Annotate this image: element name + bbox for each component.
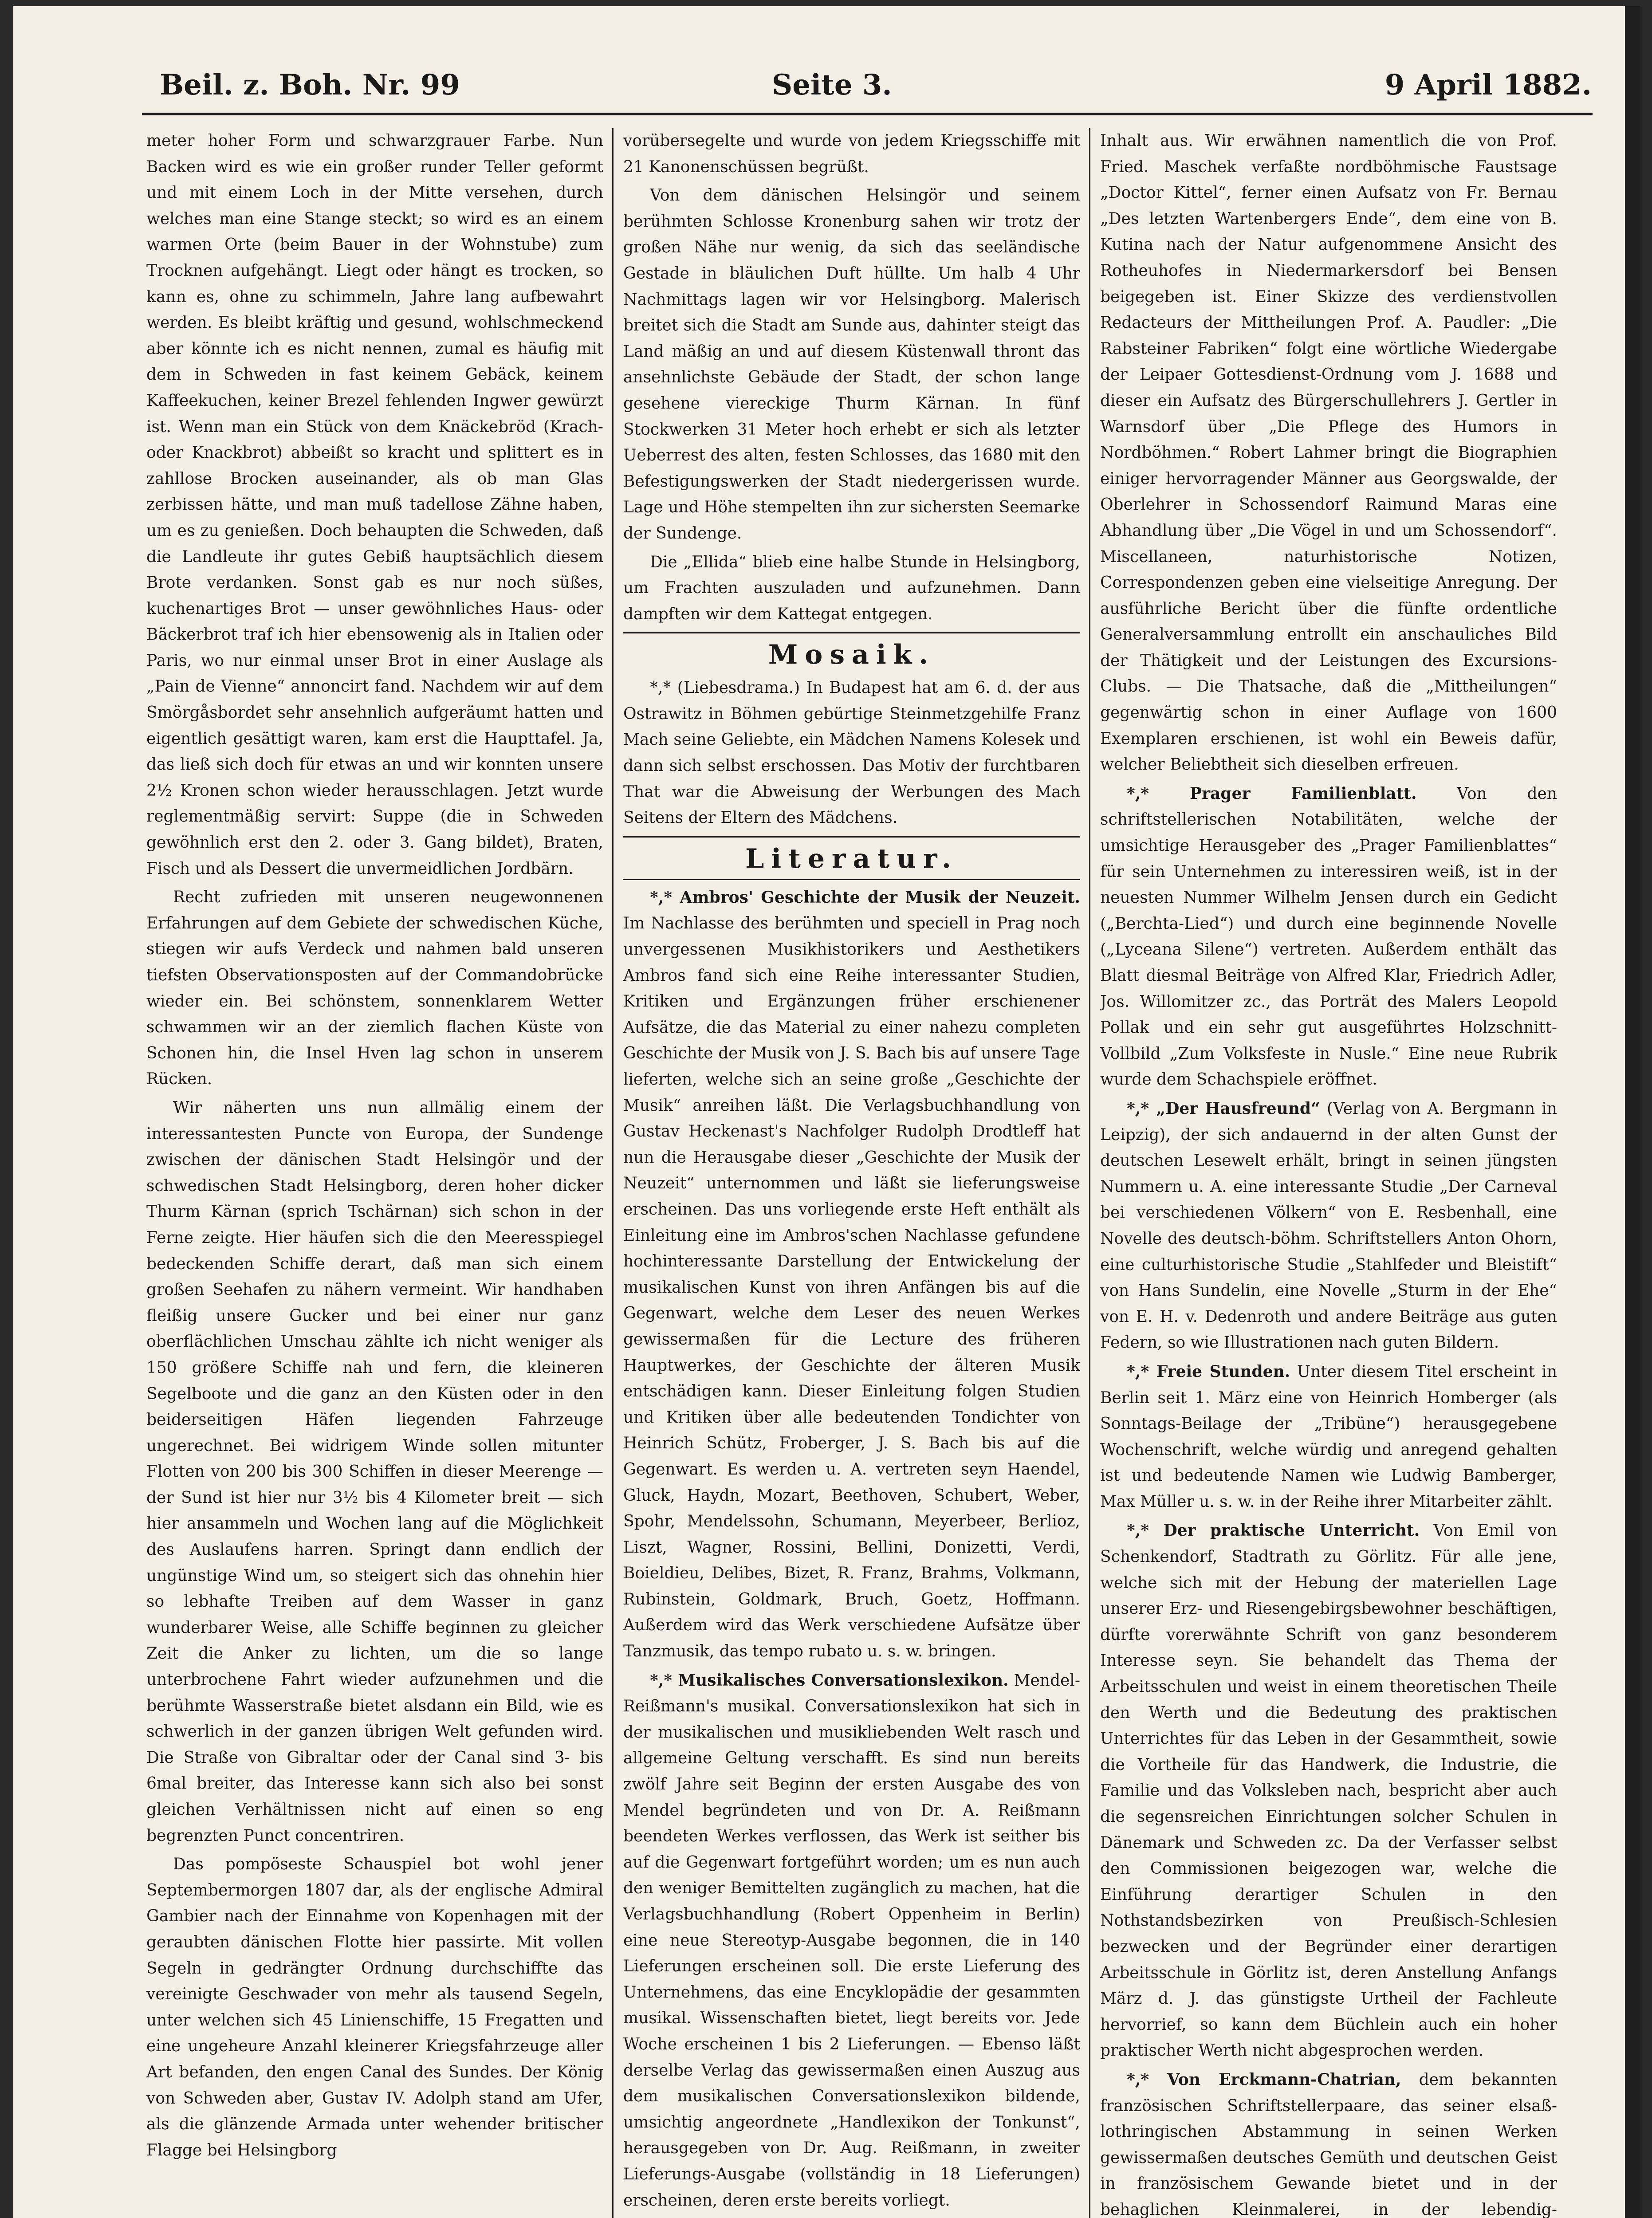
literature-item [1100,1096,1557,1356]
newspaper-page [13,6,1640,2218]
item-head: *,* Prager Familienblatt. [1127,784,1417,803]
item-text: dem bekannten französischen Schriftstellerpaare, das seiner elsaß-lothringischen Abstammung in seinen Werken gewissermaßen deutsches Gemüth und deutschen Geist in französischem Gewande bietet und in der behaglichen Kleinmalerei, in der lebendig- [1100,2070,1557,2218]
paragraph: meter hoher Form und schwarzgrauer Farbe. Nun Backen wird es wie ein großer runder Teller geformt und mit einem Loch in der Mitte versehen, durch welches man eine Stange steckt; so wird es an einem warmen Orte (beim Bauer in der Wohnstube) zum Trocknen aufgehängt. Liegt oder hängt es trocken, so kann es, ohne zu schimmeln, Jahre lang aufbewahrt werden. Es bleibt kräftig und gesund, wohlschmeckend aber könnte ich es nicht nennen, zumal es häufig mit dem in Schweden in fast keinem Gebäck, keinem Kaffeekuchen, keiner Brezel fehlenden Ingwer gewürzt ist. Wenn man ein Stück von dem Knäckebröd (Krach- oder Knackbrot) abbeißt so kracht und splittert es in zahllose Brocken auseinander, als ob man Glas zerbissen hätte, und man muß tadellose Zähne haben, um es zu genießen. Doch behaupten die Schweden, daß die Landleute ihr gutes Gebiß hauptsächlich diesem Brote verdanken. Sonst gab es nur noch süßes, kuchenartiges Brot — unser gewöhnliches Haus- oder Bäckerbrot traf ich hier ebensowenig als in Italien oder Paris, wo nur einmal unser Brot in einer Auslage als „Pain de Vienne“ annoncirt fand. Nachdem wir auf dem Smörgåsbordet sehr ansehnlich aufgeräumt hatten und eigentlich gesättigt waren, kam erst die Haupttafel. Ja, das ließ sich doch für etwas an und wir konnten unsere 2½ Kronen schon wieder herausschlagen. Jetzt wurde reglementmäßig servirt: Suppe (die in Schweden gewöhnlich erst den 2. oder 3. Gang bildet), Braten, Fisch und als Dessert die unvermeidlichen Jordbärn. [146,132,603,878]
item-head: *,* „Der Hausfreund“ [1127,1099,1320,1118]
page-header [13,6,1640,110]
item-text: Von Emil von Schenkendorf, Stadtrath zu Görlitz. Für alle jene, welche sich mit der Hebung der materiellen Lage unserer Erz- und Riesengebirgsbewohner beschäftigen, dürfte vorerwähnte Schrift von ganz besonderem Interesse seyn. Sie behandelt das Thema der Arbeitsschulen und weist in einem theoretischen Theile den Werth und die Bedeutung des praktischen Unterrichtes für das Leben in der Gesammtheit, sowie die Vortheile für das Handwerk, die Industrie, die Familie und das Volksleben nach, bespricht aber auch die segensreichen Einrichtungen solcher Schulen in Dänemark und Schweden zc. Da der Verfasser selbst den Commissionen beigezogen war, welche die Einführung derartiger Schulen in den Nothstandsbezirken von Preußisch-Schlesien bezwecken und der Begründer einer derartigen Arbeitsschule in Görlitz ist, deren Anstellung Anfangs März d. J. das günstigste Urtheil der Fachleute hervorrief, so kann dem Büchlein auch ein hoher praktischer Werth nicht abgesprochen werden. [1100,1522,1557,2060]
item-text: Mendel-Reißmann's musikal. Conversationslexikon hat sich in der musikalischen und musikliebenden Welt rasch und allgemeine Geltung verschafft. Es sind nun bereits zwölf Jahre seit Beginn der ersten Ausgabe des von Mendel begründeten und von Dr. A. Reißmann beendeten Werkes verflossen, das Werk ist seither bis auf die Gegenwart fortgeführt worden; um es nun auch den weniger Bemittelten zugänglich zu machen, hat die Verlagsbuchhandlung (Robert Oppenheim in Berlin) eine neue Stereotyp-Ausgabe begonnen, die in 140 Lieferungen erscheinen soll. Die erste Lieferung des Unternehmens, das eine Encyklopädie der gesammten musikal. Wissenschaften bietet, liegt bereits vor. Jede Woche erscheinen 1 bis 2 Lieferungen. — Ebenso läßt derselbe Verlag das gewissermaßen einen Auszug aus dem musikalischen Conversationslexikon bildende, umsichtig angeordnete „Handlexikon der Tonkunst“, herausgegeben von Dr. Aug. Reißmann, in zweiter Lieferungs-Ausgabe (vollständig in 18 Lieferungen) erscheinen, deren erste bereits vorliegt. [623,1671,1080,2210]
issue-label: Beil. z. Boh. Nr. 99 [160,68,460,102]
paragraph: vorübersegelte und wurde von jedem Kriegsschiffe mit 21 Kanonenschüssen begrüßt. [623,132,1080,176]
literature-item [623,885,1080,1665]
paragraph: Wir näherten uns nun allmälig einem der interessantesten Puncte von Europa, der Sundenge zwischen der dänischen Stadt Helsingör und der schwedischen Stadt Helsingborg, deren hoher dicker Thurm Kärnan (sprich Tschärnan) sich schon in der Ferne zeigte. Hier häufen sich die den Meeresspiegel bedeckenden Schiffe derart, daß man sich einem großen Seehafen zu nähern vermeint. Wir handhaben fleißig unsere Gucker und bei einer nur ganz oberflächlichen Umschau zählte ich nicht weniger als 150 größere Schiffe nah und fern, die kleineren Segelboote und die ganz an den Küsten oder in den beiderseitigen Häfen liegenden Fahrzeuge ungerechnet. Bei widrigem Winde sollen mitunter Flotten von 200 bis 300 Schiffen in dieser Meerenge — der Sund ist hier nur 3½ bis 4 Kilometer breit — sich hier ansammeln und Wochen lang auf die Möglichkeit des Auslaufens harren. Springt dann endlich der ungünstige Wind um, so steigert sich das ohnehin hier so lebhafte Treiben auf dem Wasser in ganz wunderbarer Weise, alle Schiffe beginnen zu gleicher Zeit die Anker zu lichten, um die so lange unterbrochene Fahrt wieder aufzunehmen und die berühmte Wasserstraße bietet alsdann ein Bild, wie es schwerlich in der ganzen übrigen Welt gefunden wird. Die Straße von Gibraltar oder der Canal sind 3- bis 6mal breiter, das Interesse kann sich also bei sonst gleichen Verhältnissen nicht auf einen so eng begrenzten Punct concentriren. [146,1098,603,1845]
column-2 [623,128,1080,2218]
news-item: *,* (Liebesdrama.) In Budapest hat am 6. d. der aus Ostrawitz in Böhmen gebürtige Steinmetzgehilfe Franz Mach seine Geliebte, ein Mädchen Namens Kolesek und dann sich selbst erschossen. Das Motiv der furchtbaren That war die Abweisung der Werbungen des Mach Seitens der Eltern des Mädchens. [623,679,1080,827]
item-text: Von den schriftstellerischen Notabilitäten, welche der umsichtige Herausgeber des „Prager Familienblattes“ für sein Unternehmen zu interessiren weiß, ist in der neuesten Nummer Wilhelm Jensen durch ein Gedicht („Berchta-Lied“) und durch eine beginnende Novelle („Lyceana Silene“) vertreten. Außerdem enthält das Blatt diesmal Beiträge von Alfred Klar, Friedrich Adler, Jos. Willomitzer zc., das Porträt des Malers Leopold Pollak und ein sehr gut ausgeführtes Holzschnitt-Vollbild „Zum Volksfeste in Nusle.“ Eine neue Rubrik wurde dem Schachspiele eröffnet. [1100,784,1557,1089]
item-head: *,* Musikalisches Conversationslexikon. [650,1671,1009,1690]
section-heading-mosaik: Mosaik. [768,639,936,671]
column-divider [612,128,614,2218]
page-binding-edge [1625,6,1640,2218]
section-rule [623,836,1080,838]
literature-item [1100,1359,1557,1515]
paragraph: Von dem dänischen Helsingör und seinem berühmten Schlosse Kronenburg sahen wir trotz der großen Nähe nur wenig, da sich das seeländische Gestade in bläulichen Duft hüllte. Um halb 4 Uhr Nachmittags lagen wir vor Helsingborg. Malerisch breitet sich die Stadt am Sunde aus, dahinter steigt das Land mäßig an und auf diesem Küstenwall thront das ansehnlichste Gebäude der Stadt, der schon lange gesehene viereckige Thurm Kärnan. In fünf Stockwerken 31 Meter hoch erhebt er sich als letzter Ueberrest des alten, festen Schlosses, das 1680 mit den Befestigungswerken der Stadt niedergerissen wurde. Lage und Höhe stempelten ihn zur sichersten Seemarke der Sundenge. [623,186,1080,543]
item-text: Im Nachlasse des berühmten und speciell in Prag noch unvergessenen Musikhistorikers und Aesthetikers Ambros fand sich eine Reihe interessanter Studien, Kritiken und Ergänzungen früher erschienener Aufsätze, die das Material zu einer nahezu completen Geschichte der Musik von J. S. Bach bis auf unsere Tage lieferten, welche sich an seine große „Geschichte der Musik“ anreihen läßt. Die Verlagsbuchhandlung von Gustav Heckenast's Nachfolger Rudolph Drodtleff hat nun die Herausgabe dieser „Geschichte der Musik der Neuzeit“ unternommen und läßt sie lieferungsweise erscheinen. Das uns vorliegende erste Heft enthält als Einleitung eine im Ambros'schen Nachlasse gefundene hochinteressante Darstellung der Entwickelung der musikalischen Kunst von ihren Anfängen bis auf die Gegenwart, welche dem Leser des neuen Werkes gewissermaßen für die Lecture des früheren Hauptwerkes, der Geschichte der älteren Musik entschädigen kann. Dieser Einleitung folgen Studien und Kritiken über alle bedeutenden Tondichter von Heinrich Schütz, Froberger, J. S. Bach bis auf die Gegenwart. Es werden u. A. vertreten seyn Haendel, Gluck, Haydn, Mozart, Beethoven, Schubert, Weber, Spohr, Mendelssohn, Schumann, Meyerbeer, Berlioz, Liszt, Wagner, Rossini, Bellini, Donizetti, Verdi, Boieldieu, Delibes, Bizet, R. Franz, Brahms, Volkmann, Rubinstein, Goldmark, Bruch, Goetz, Hoffmann. Außerdem wird das Werk verschiedene Aufsätze über Tanzmusik, das tempo rubato u. s. w. bringen. [623,914,1080,1661]
column-1 [146,128,603,2218]
issue-date: 9 April 1882. [1385,68,1592,102]
section-rule [623,632,1080,633]
header-rule [142,113,1593,115]
literature-item [1100,1518,1557,2064]
item-text: Unter diesem Titel erscheint in Berlin seit 1. März eine von Heinrich Homberger (als Sonntags-Beilage der „Tribüne“) herausgegebene Wochenschrift, welche würdig und anregend gehalten ist und bedeutende Namen wie Ludwig Bamberger, Max Müller u. s. w. in der Reihe ihrer Mitarbeiter zählt. [1100,1362,1557,1511]
column-divider [1089,128,1090,2218]
paragraph: Recht zufrieden mit unseren neugewonnenen Erfahrungen auf dem Gebiete der schwedischen Küche, stiegen wir aufs Verdeck und nahmen bald unseren tiefsten Observationsposten auf der Commandobrücke wieder ein. Bei schönstem, sonnenklarem Wetter schwammen wir an der ziemlich flachen Küste von Schonen hin, die Insel Hven lag schon in unserem Rücken. [146,888,603,1089]
literature-item [1100,2067,1557,2218]
literature-item [1100,781,1557,1093]
section-heading-literatur: Literatur. [745,843,958,874]
item-head: *,* Von Erckmann-Chatrian, [1127,2070,1401,2089]
item-text: (Verlag von A. Bergmann in Leipzig), der sich andauernd in der alten Gunst der deutschen Lesewelt erhält, bringt in seinen jüngsten Nummern u. A. eine interessante Studie „Der Carneval bei verschiedenen Völkern“ von E. Resbenhall, eine Novelle des deutsch-böhm. Schriftstellers Anton Ohorn, eine culturhistorische Studie „Stahlfeder und Bleistift“ von Hans Sundelin, eine Novelle „Sturm in der Ehe“ von E. H. v. Dedenroth und andere Beiträge aus guten Federn, so wie Illustrationen nach guten Bildern. [1100,1099,1557,1352]
paragraph: Die „Ellida“ blieb eine halbe Stunde in Helsingborg, um Frachten auszuladen und aufzunehmen. Dann dampften wir dem Kattegat entgegen. [623,553,1080,623]
column-3 [1100,128,1557,2218]
section-rule [623,879,1080,880]
paragraph: Das pompöseste Schauspiel bot wohl jener Septembermorgen 1807 dar, als der englische Admiral Gambier nach der Einnahme von Kopenhagen mit der geraubten dänischen Flotte hier passirte. Mit vollen Segeln in gedrängter Ordnung durchschiffte das vereinigte Geschwader von mehr als tausend Segeln, unter welchen sich 45 Linienschiffe, 15 Fregatten und eine ungeheure Anzahl kleinerer Kriegsfahrzeuge aller Art befanden, den engen Canal des Sundes. Der König von Schweden aber, Gustav IV. Adolph stand am Ufer, als die glänzende Armada unter wehender britischer Flagge bei Helsingborg [146,1855,603,2159]
page-number: Seite 3. [772,68,892,102]
paragraph: Inhalt aus. Wir erwähnen namentlich die von Prof. Fried. Maschek verfaßte nordböhmische Faustsage „Doctor Kittel“, ferner einen Aufsatz von Fr. Bernau „Des letzten Wartenbergers Ende“, dem eine von B. Kutina nach der Natur aufgenommene Ansicht des Rotheuhofes in Niedermarkersdorf bei Bensen beigegeben ist. Einer Skizze des verdienstvollen Redacteurs der Mittheilungen Prof. A. Paudler: „Die Rabsteiner Fabriken“ folgt eine wörtliche Wiedergabe der Leipaer Gottesdienst-Ordnung vom J. 1688 und dieser ein Aufsatz des Bürgerschullehrers J. Gertler in Warnsdorf über „Die Pflege des Humors in Nordböhmen.“ Robert Lahmer bringt die Biographien einiger hervorragender Männer aus Georgswalde, der Oberlehrer in Schossendorf Raimund Maras eine Abhandlung über „Die Vögel in und um Schossendorf“. Miscellaneen, naturhistorische Notizen, Correspondenzen geben eine vielseitige Anregung. Der ausführliche Bericht über die fünfte ordentliche Generalversammlung entrollt ein anschauliches Bild der Thätigkeit und der Leistungen des Excursions-Clubs. — Die Thatsache, daß die „Mittheilungen“ gegenwärtig schon in einer Auflage von 1600 Exemplaren erschienen, ist wohl ein Beweis dafür, welcher Beliebtheit sich dieselben erfreuen. [1100,132,1557,774]
item-head: *,* Der praktische Unterricht. [1127,1521,1420,1540]
item-head: *,* Ambros' Geschichte der Musik der Neuzeit. [650,888,1080,907]
item-head: *,* Freie Stunden. [1127,1362,1290,1381]
literature-item [623,2216,1080,2218]
literature-item [623,1667,1080,2214]
